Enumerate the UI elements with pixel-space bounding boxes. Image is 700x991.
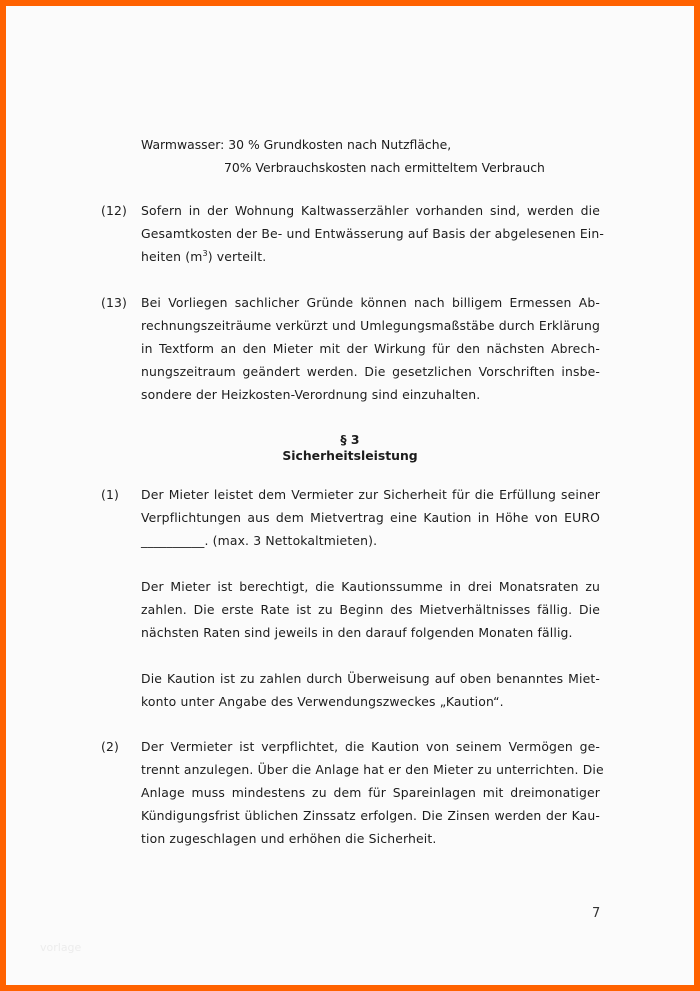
text-line: Kündigungsfrist üblichen Zinssatz erfolgen. Die Zinsen werden der Kau- [141,808,600,823]
text-line: konto unter Angabe des Verwendungszweckes „Kaution“. [141,694,504,709]
section-number: § 3 [340,432,360,447]
paragraph-number: (2) [101,739,120,754]
superscript: 3 [202,248,208,258]
text-line: zahlen. Die erste Rate ist zu Beginn des Mietverhältnisses fällig. Die [141,602,600,617]
text-line: Anlage muss mindestens zu dem für Spareinlagen mit dreimonatiger [141,785,600,800]
text-line: Sofern in der Wohnung Kaltwasserzähler vorhanden sind, werden die [141,203,600,218]
text-fragment: heiten (m [141,249,203,264]
text-line: trennt anzulegen. Über die Anlage hat er den Mieter zu unterrichten. Die [141,762,604,777]
document-page [6,6,694,985]
text-line [141,245,600,268]
text-line: nungszeitraum geändert werden. Die gesetzlichen Vorschriften insbe- [141,364,600,379]
text-line: Der Vermieter ist verpflichtet, die Kaution von seinem Vermögen ge- [141,739,600,754]
warmwasser-line-1: Warmwasser: 30 % Grundkosten nach Nutzfläche, [141,137,452,152]
paragraph-text [141,291,600,406]
paragraph-text [141,483,600,552]
text-line: Die Kaution ist zu zahlen durch Überweisung auf oben benanntes Miet- [141,671,600,686]
text-line: sondere der Heizkosten-Verordnung sind einzuhalten. [141,387,481,402]
text-fragment: ) verteilt. [207,249,267,264]
text-line: Bei Vorliegen sachlicher Gründe können nach billigem Ermessen Ab- [141,295,600,310]
text-line: __________. (max. 3 Nettokaltmieten). [141,533,378,548]
page-number: 7 [592,906,601,921]
paragraph-number: (12) [101,203,128,218]
watermark: vorlage [40,941,82,954]
paragraph-text [141,735,604,850]
paragraph-text [141,575,600,644]
text-line: nächsten Raten sind jeweils in den darauf folgenden Monaten fällig. [141,625,573,640]
section-title: Sicherheitsleistung [282,448,418,463]
text-line: Der Mieter leistet dem Vermieter zur Sicherheit für die Erfüllung seiner [141,487,600,502]
text-line: in Textform an den Mieter mit der Wirkung für den nächsten Abrech- [141,341,600,356]
text-line: Gesamtkosten der Be- und Entwässerung auf Basis der abgelesenen Ein- [141,226,605,241]
paragraph-number: (1) [101,487,120,502]
warmwasser-line-2: 70% Verbrauchskosten nach ermitteltem Verbrauch [224,160,545,175]
paragraph-text [141,667,600,713]
text-line: tion zugeschlagen und erhöhen die Sicherheit. [141,831,437,846]
paragraph-text [141,199,605,268]
paragraph-number: (13) [101,295,128,310]
text-line: Der Mieter ist berechtigt, die Kautionssumme in drei Monatsraten zu [141,579,600,594]
text-line: Verpflichtungen aus dem Mietvertrag eine Kaution in Höhe von EURO [141,510,600,525]
text-line: rechnungszeiträume verkürzt und Umlegungsmaßstäbe durch Erklärung [141,318,600,333]
